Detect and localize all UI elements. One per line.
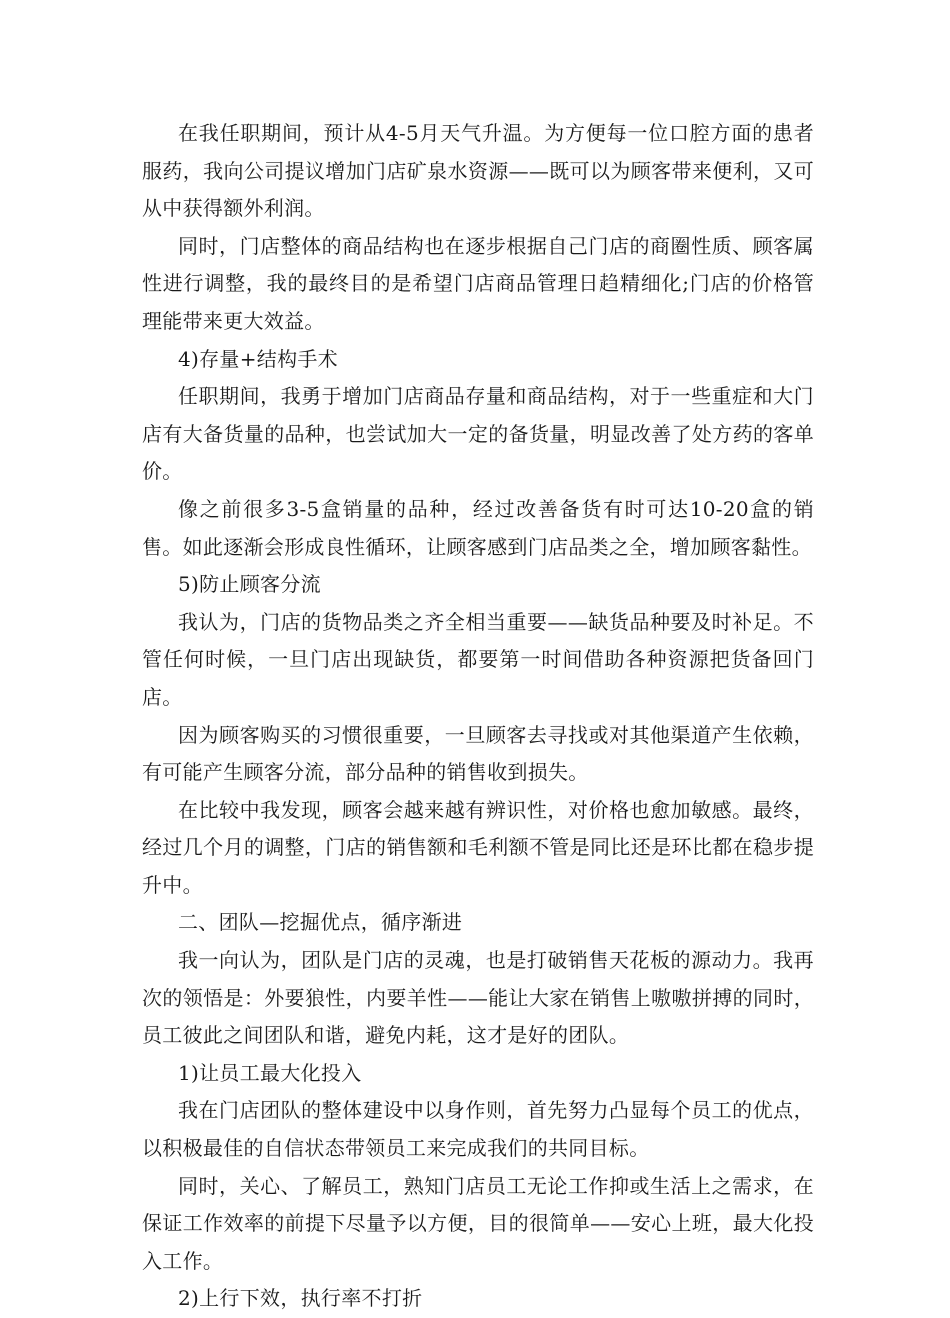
paragraph-product-completeness: 我认为，门店的货物品类之齐全相当重要——缺货品种要及时补足。不管任何时候，一旦门店出现缺货，都要第一时间借助各种资源把货备回门店。 — [142, 609, 814, 709]
paragraph-increase-stock: 任职期间，我勇于增加门店商品存量和商品结构，对于一些重症和大门店有大备货量的品种，也尝试加大一定的备货量，明显改善了处方药的客单价。 — [142, 384, 814, 484]
paragraph-care-for-employees: 同时，关心、了解员工，熟知门店员工无论工作抑或生活上之需求，在保证工作效率的前提下尽量予以方便，目的很简单——安心上班，最大化投入工作。 — [142, 1173, 814, 1273]
heading-stock-structure: 4)存量+结构手术 — [178, 346, 338, 371]
heading-execution-rate: 2)上行下效，执行率不打折 — [178, 1286, 423, 1311]
document-body — [142, 115, 814, 1318]
paragraph-lead-by-example: 我在门店团队的整体建设中以身作则，首先努力凸显每个员工的优点，以积极最佳的自信状态带领员工来完成我们的共同目标。 — [142, 1098, 814, 1161]
paragraph-price-sensitivity: 在比较中我发现，顾客会越来越有辨识性，对价格也愈加敏感。最终，经过几个月的调整，门店的销售额和毛利额不管是同比还是环比都在稳步提升中。 — [142, 797, 814, 897]
heading-team: 二、团队—挖掘优点，循序渐进 — [178, 910, 463, 935]
paragraph-team-soul: 我一向认为，团队是门店的灵魂，也是打破销售天花板的源动力。我再次的领悟是：外要狼性，内要羊性——能让大家在销售上嗷嗷拼搏的同时，员工彼此之间团队和谐，避免内耗，这才是好的团队。 — [142, 948, 814, 1048]
paragraph-sales-improvement: 像之前很多3-5盒销量的品种，经过改善备货有时可达10-20盒的销售。如此逐渐会形成良性循环，让顾客感到门店品类之全，增加顾客黏性。 — [142, 496, 814, 559]
paragraph-customer-habits: 因为顾客购买的习惯很重要，一旦顾客去寻找或对其他渠道产生依赖，有可能产生顾客分流，部分品种的销售收到损失。 — [142, 722, 814, 785]
paragraph-mineral-water: 在我任职期间，预计从4-5月天气升温。为方便每一位口腔方面的患者服药，我向公司提议增加门店矿泉水资源——既可以为顾客带来便利，又可从中获得额外利润。 — [142, 121, 814, 221]
heading-employee-investment: 1)让员工最大化投入 — [178, 1060, 362, 1085]
paragraph-product-structure: 同时，门店整体的商品结构也在逐步根据自己门店的商圈性质、顾客属性进行调整，我的最终目的是希望门店商品管理日趋精细化;门店的价格管理能带来更大效益。 — [142, 233, 814, 333]
heading-prevent-diversion: 5)防止顾客分流 — [178, 572, 321, 597]
